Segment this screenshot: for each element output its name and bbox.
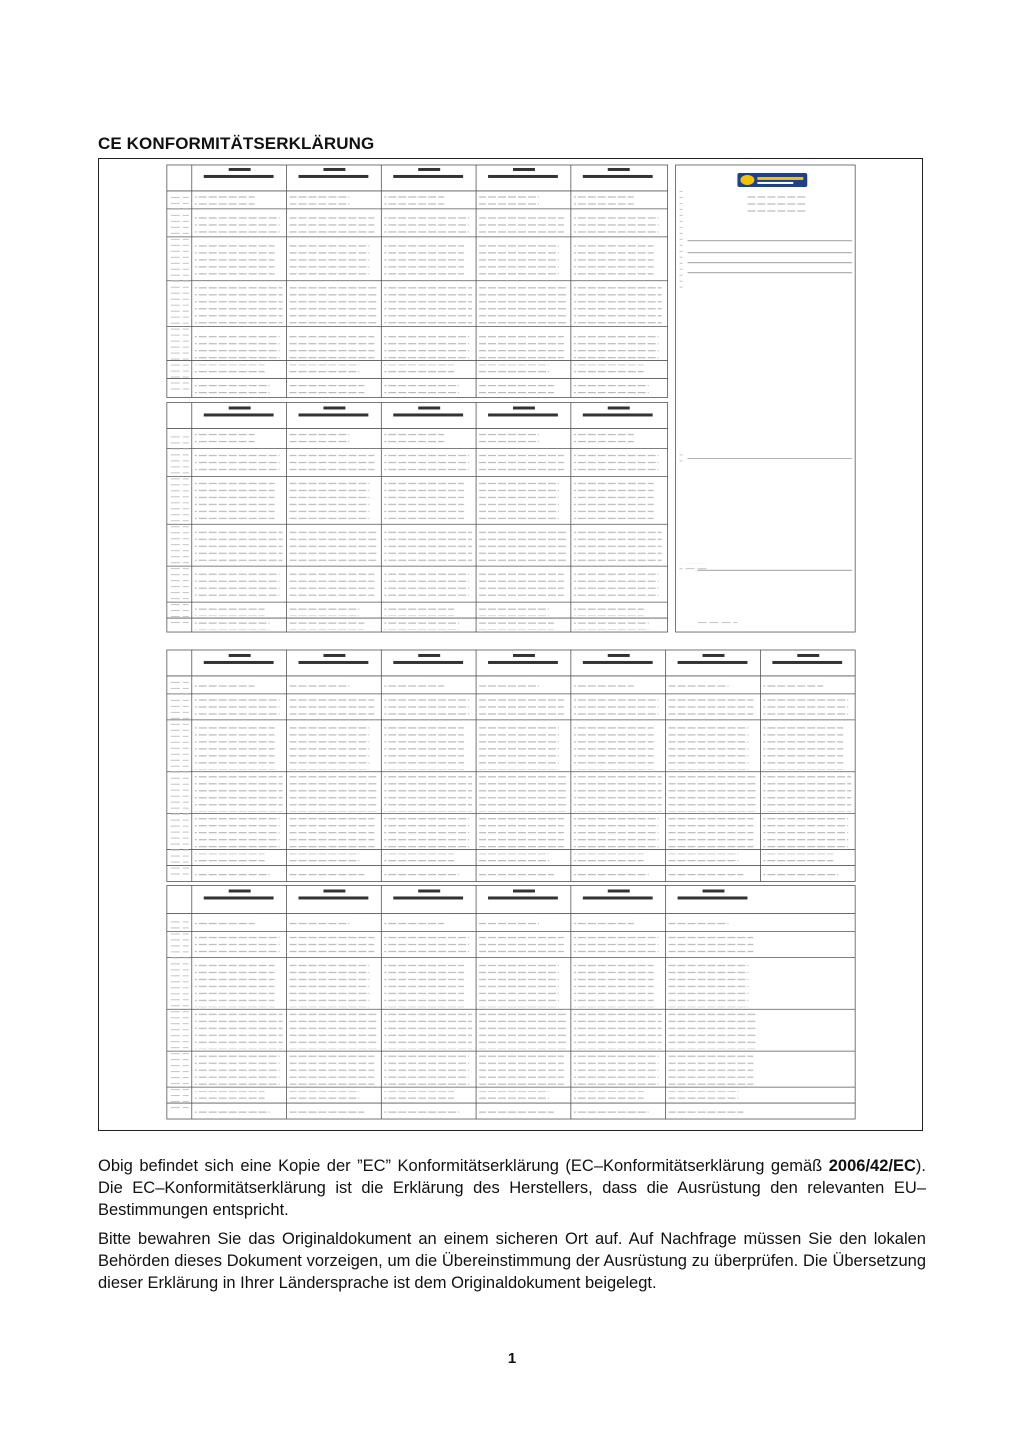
scanned-declaration-image [99,159,922,1130]
paragraph-1-start: Obig befindet sich eine Kopie der ”EC” Konformitätserklärung (EC–Konformitätserklärung gemäß [98,1157,829,1175]
page-number: 1 [507,1350,517,1367]
signature-area [676,165,856,632]
explanation-text [98,1155,926,1301]
directive-number: 2006/42/EC [828,1157,916,1175]
paragraph-2: Bitte bewahren Sie das Originaldokument an einem sicheren Ort auf. Auf Nachfrage müssen Sie den lokalen Behörden dieses Dokument vorzeigen, um die Übereinstimmung der Ausrüstung zu überprüfen. Die Übersetzung dieser Erklärung in Ihrer Ländersprache ist dem Originaldokument beigelegt. [98,1230,926,1292]
paragraph-1 [98,1155,926,1221]
declaration-document-image [98,158,923,1131]
paragraph-1-end: ). Die EC–Konformitätserklärung ist die Erklärung des Herstellers, dass die Ausrüstung den relevanten EU–Bestimmungen entspricht. [98,1157,926,1219]
page-heading: CE KONFORMITÄTSERKLÄRUNG [98,134,375,153]
new-holland-logo-icon [737,173,807,187]
